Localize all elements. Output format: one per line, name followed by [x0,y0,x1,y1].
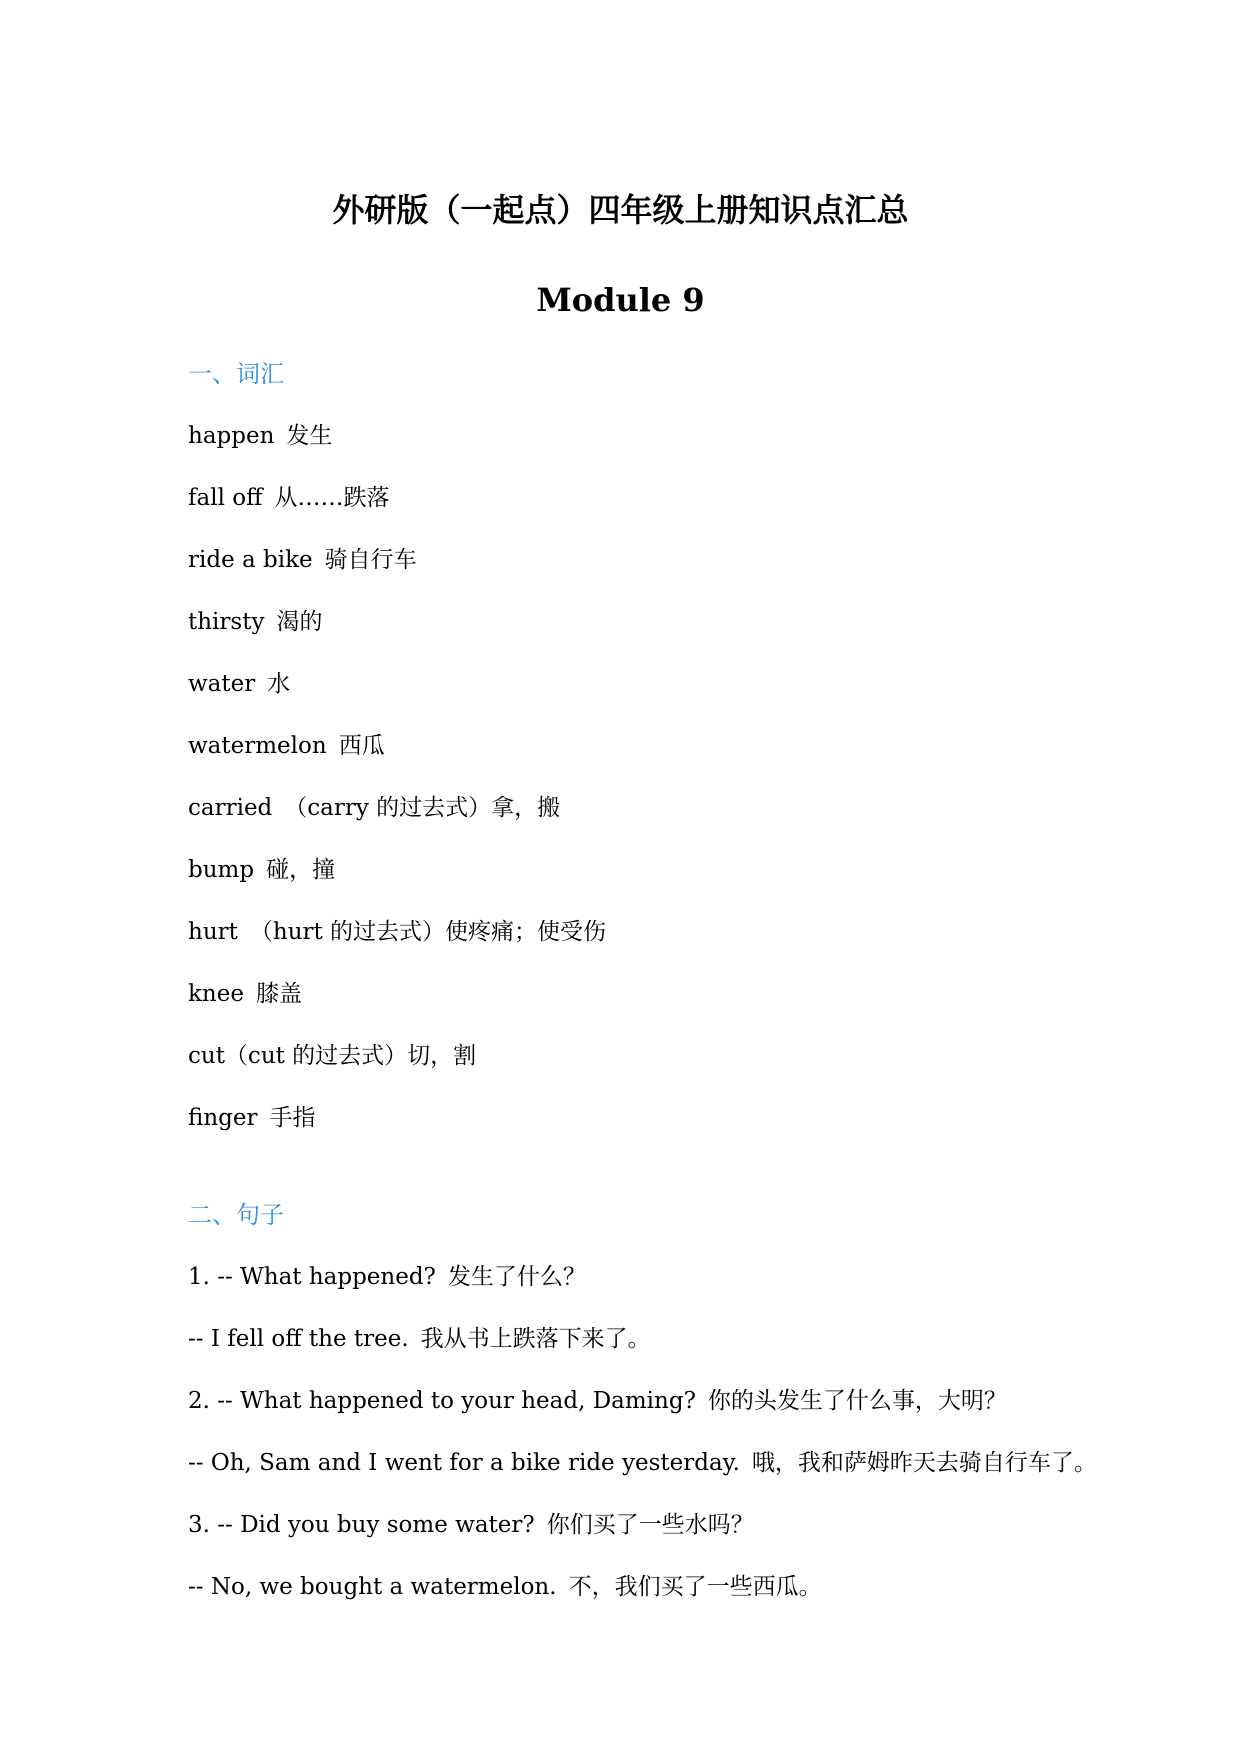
vocab-en: happen [188,423,275,449]
vocab-en: hurt [188,919,238,945]
vocab-item [188,1100,606,1162]
sentence-en: -- Oh, Sam and I went for a bike ride yesterday. [188,1450,740,1476]
sentence-item [188,1569,1097,1631]
sentence-en: 3. -- Did you buy some water? [188,1512,535,1538]
sentence-zh: 不，我们买了一些西瓜。 [568,1574,822,1600]
vocab-item [188,666,606,728]
sentence-item [188,1507,1097,1569]
sentence-zh: 你的头发生了什么事，大明？ [707,1388,1007,1414]
sentence-en: -- I fell off the tree. [188,1326,409,1352]
vocab-en: knee [188,981,244,1007]
vocab-zh: （carry 的过去式）拿，搬 [284,795,561,821]
vocab-en: thirsty [188,609,265,635]
sentence-zh: 发生了什么？ [447,1264,586,1290]
vocab-item [188,790,606,852]
vocab-zh: 手指 [269,1105,316,1131]
vocab-item [188,542,606,604]
sentence-item [188,1445,1097,1507]
vocab-item [188,480,606,542]
sentence-zh: 我从书上跌落下来了。 [420,1326,651,1352]
vocab-en: finger [188,1105,258,1131]
vocab-zh: 渴的 [276,609,323,635]
vocab-zh: 碰，撞 [266,857,336,883]
sentence-en: 2. -- What happened to your head, Daming? [188,1388,696,1414]
vocabulary-heading: 一、词汇 [188,360,284,388]
vocab-en: watermelon [188,733,327,759]
sentence-en: 1. -- What happened? [188,1264,436,1290]
vocab-item [188,976,606,1038]
sentence-item [188,1383,1097,1445]
sentence-zh: 你们买了一些水吗？ [546,1512,754,1538]
vocab-item [188,914,606,976]
vocab-zh: 水 [267,671,291,697]
vocab-zh: 发生 [286,423,333,449]
vocabulary-list [188,418,606,1162]
vocab-item [188,1038,606,1100]
vocab-en: cut（cut 的过去式）切，割 [188,1043,477,1069]
module-title: Module 9 [536,281,705,319]
vocab-zh: 从……跌落 [274,485,390,511]
vocab-zh: 膝盖 [255,981,302,1007]
vocab-item [188,418,606,480]
sentences-heading: 二、句子 [188,1201,284,1229]
sentence-item [188,1259,1097,1321]
sentence-zh: 哦，我和萨姆昨天去骑自行车了。 [751,1450,1097,1476]
vocab-en: bump [188,857,255,883]
vocab-item [188,728,606,790]
vocab-en: water [188,671,256,697]
sentence-list [188,1259,1097,1631]
vocab-en: ride a bike [188,547,313,573]
vocab-zh: （hurt 的过去式）使疼痛；使受伤 [249,919,607,945]
vocab-item [188,852,606,914]
vocab-item [188,604,606,666]
vocab-en: fall off [188,485,263,511]
sentence-en: -- No, we bought a watermelon. [188,1574,557,1600]
sentence-item [188,1321,1097,1383]
document-title: 外研版（一起点）四年级上册知识点汇总 [332,191,909,229]
vocab-zh: 骑自行车 [324,547,417,573]
vocab-zh: 西瓜 [338,733,385,759]
vocab-en: carried [188,795,273,821]
